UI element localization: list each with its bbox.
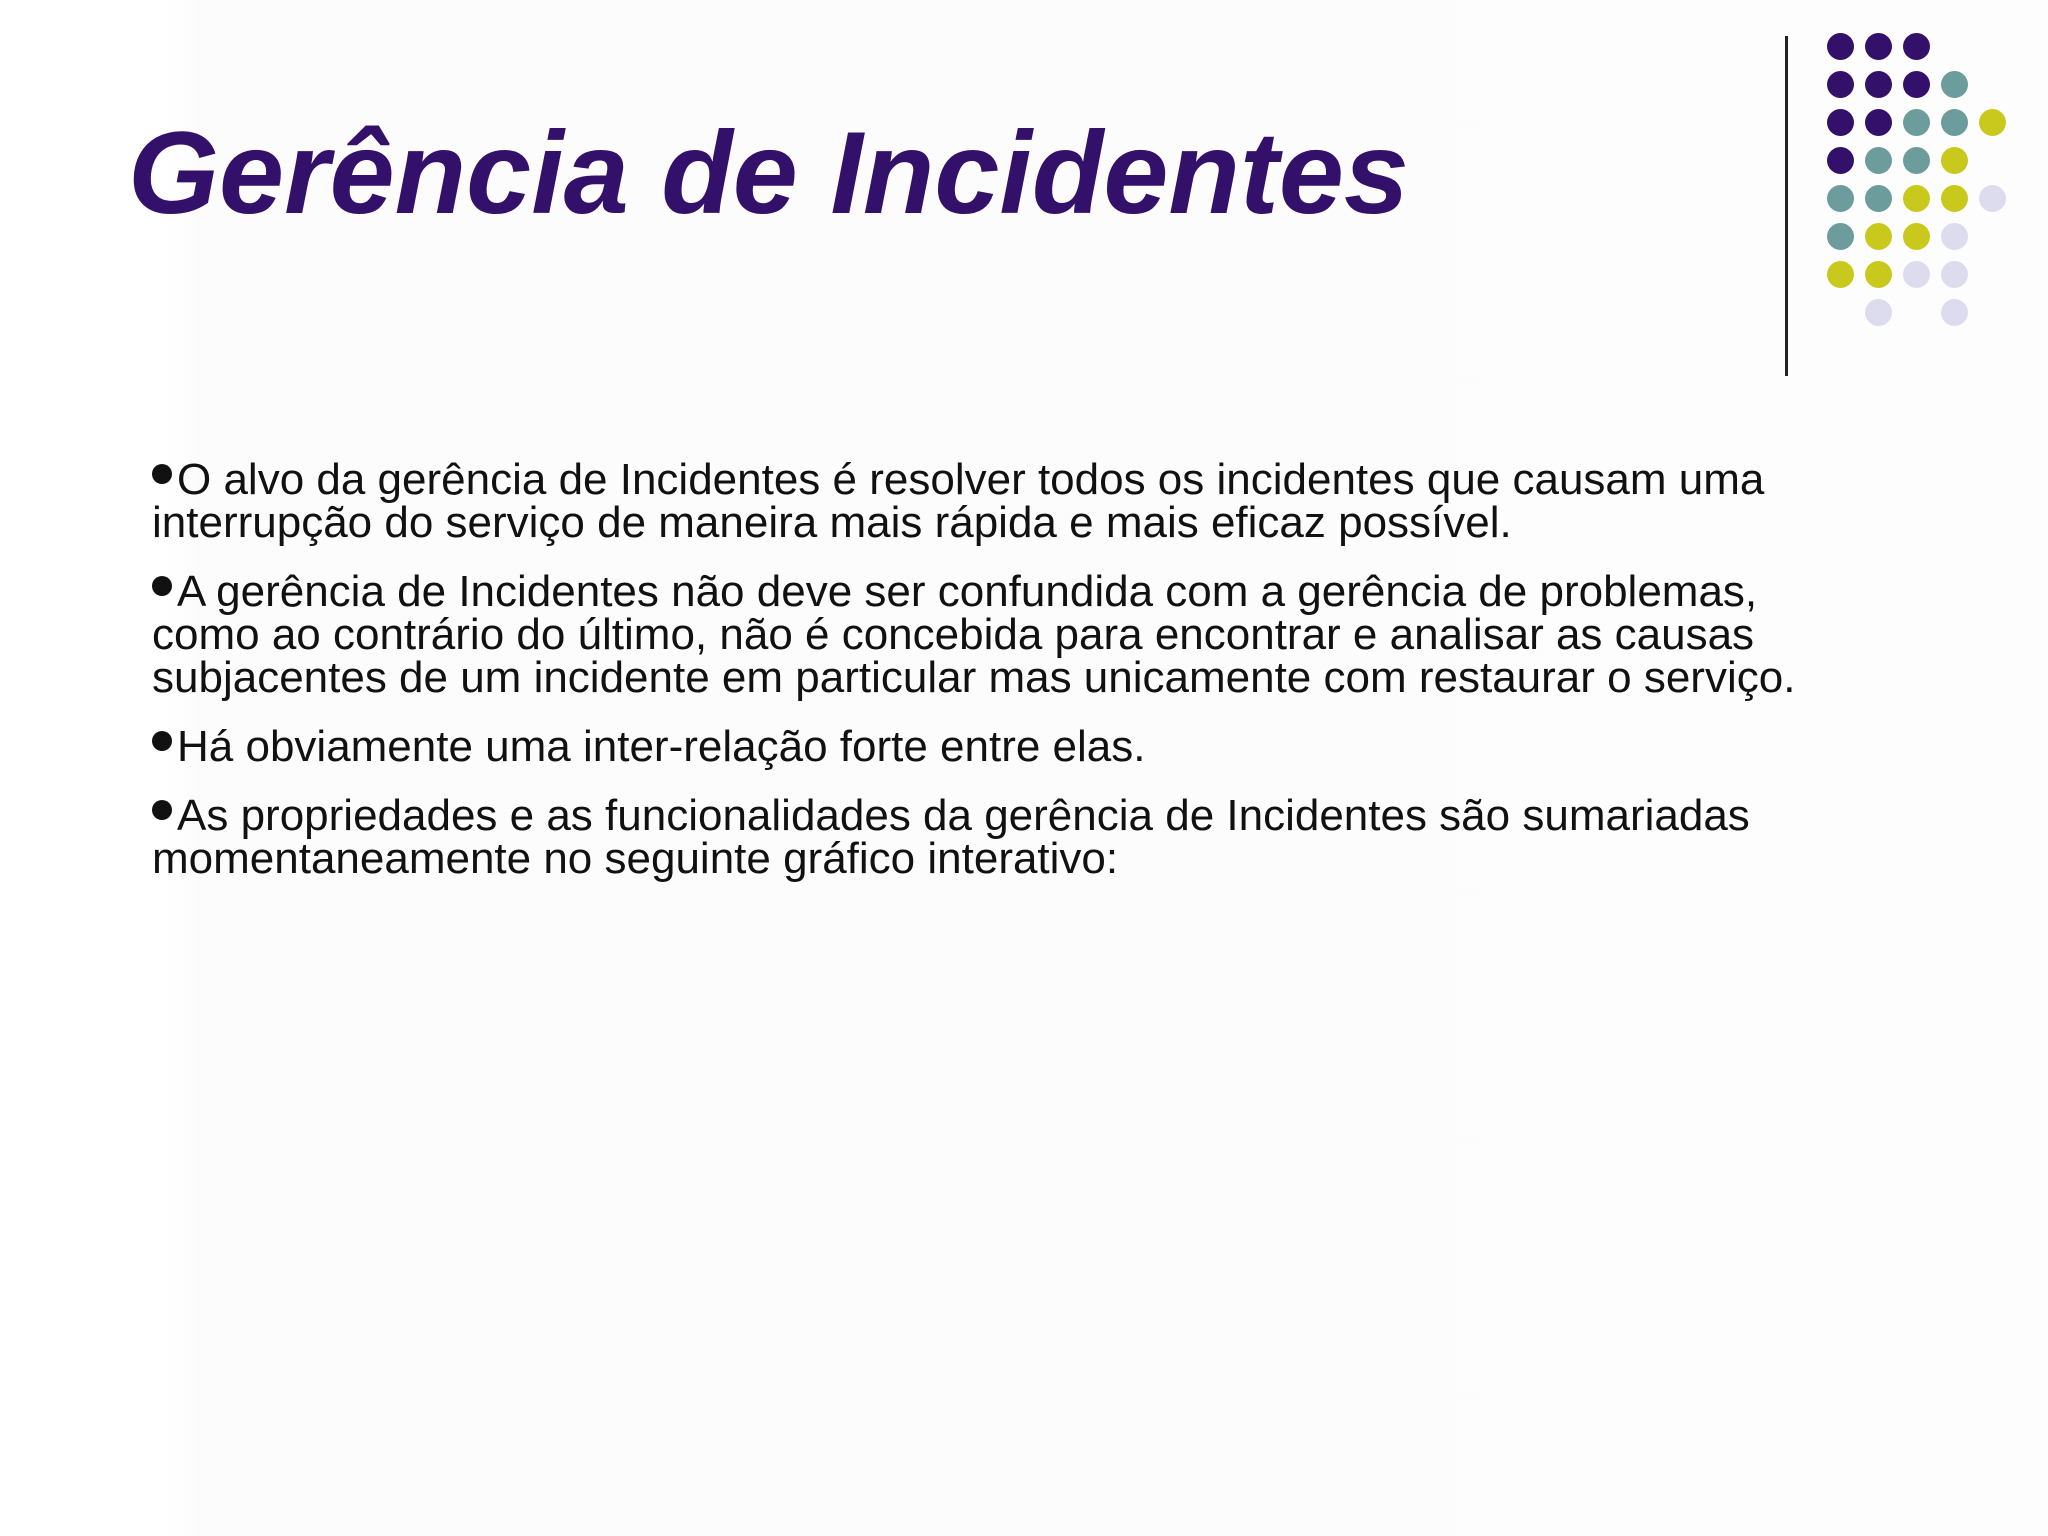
decorative-dot <box>1827 147 1854 174</box>
bullet-text: A gerência de Incidentes não deve ser confundida com a gerência de problemas, como ao contrário do último, não é concebida para encontrar e analisar as causas subjacentes de um incidente em particular mas unicamente com restaurar o serviço. <box>152 567 1796 702</box>
bullet-icon <box>152 464 172 484</box>
decorative-dot <box>1903 109 1930 136</box>
bullet-item <box>152 455 1812 547</box>
bullet-icon <box>152 576 172 596</box>
decorative-dot <box>1979 185 2006 212</box>
decorative-dot <box>1941 109 1968 136</box>
decorative-dot <box>1865 147 1892 174</box>
decorative-dot <box>1941 299 1968 326</box>
decorative-dot <box>1903 261 1930 288</box>
decorative-dot <box>1865 261 1892 288</box>
decorative-dot <box>1903 147 1930 174</box>
decorative-dot <box>1941 147 1968 174</box>
decorative-dot <box>1827 261 1854 288</box>
decorative-dot <box>1865 223 1892 250</box>
decorative-dot <box>1865 109 1892 136</box>
bullet-icon <box>152 731 172 751</box>
bullet-icon <box>152 800 172 820</box>
decorative-dot <box>1865 185 1892 212</box>
decorative-dot-grid <box>0 0 2048 400</box>
bullet-text: Há obviamente uma inter-relação forte entre elas. <box>177 722 1146 771</box>
bullet-item <box>152 567 1812 702</box>
bullet-text: As propriedades e as funcionalidades da gerência de Incidentes são sumariadas momentaneamente no seguinte gráfico interativo: <box>152 791 1750 883</box>
bullet-item <box>152 722 1812 771</box>
decorative-dot <box>1903 71 1930 98</box>
decorative-dot <box>1827 71 1854 98</box>
decorative-dot <box>1941 185 1968 212</box>
decorative-dot <box>1865 299 1892 326</box>
decorative-dot <box>1827 33 1854 60</box>
decorative-dot <box>1903 223 1930 250</box>
decorative-dot <box>1827 185 1854 212</box>
decorative-dot <box>1827 109 1854 136</box>
decorative-dot <box>1941 71 1968 98</box>
decorative-dot <box>1827 223 1854 250</box>
decorative-dot <box>1941 261 1968 288</box>
decorative-dot <box>1865 71 1892 98</box>
decorative-dot <box>1941 223 1968 250</box>
decorative-dot <box>1903 33 1930 60</box>
decorative-dot <box>1979 109 2006 136</box>
slide-title: Gerência de Incidentes <box>128 107 1410 238</box>
bullet-list <box>152 455 1812 906</box>
decorative-dot <box>1865 33 1892 60</box>
decorative-dot <box>1903 185 1930 212</box>
bullet-text: O alvo da gerência de Incidentes é resolver todos os incidentes que causam uma interrupção do serviço de maneira mais rápida e mais eficaz possível. <box>152 455 1765 547</box>
bullet-item <box>152 791 1812 883</box>
